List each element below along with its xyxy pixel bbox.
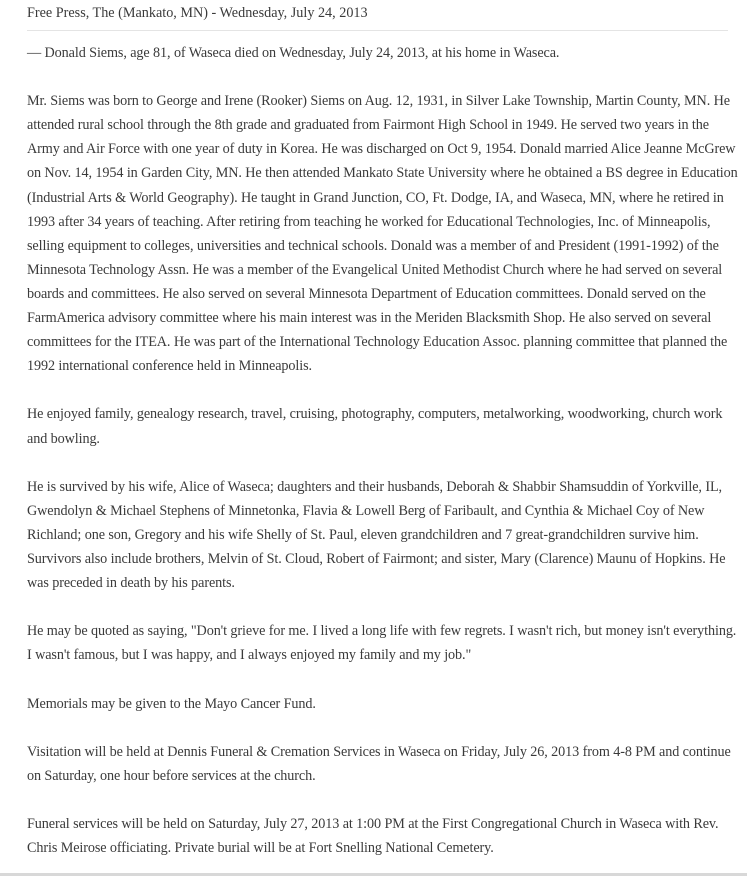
obituary-paragraph-intro: — Donald Siems, age 81, of Waseca died on Wednesday, July 24, 2013, at his home in Waseca. xyxy=(27,45,560,61)
obituary-paragraph-interests: He enjoyed family, genealogy research, travel, cruising, photography, computers, metalworking, woodworking, church work and bowling. xyxy=(27,406,723,447)
obituary-paragraph-quote: He may be quoted as saying, "Don't grieve for me. I lived a long life with few regrets. I wasn't rich, but money isn't everything. I wasn't famous, but I was happy, and I always enjoyed my family and my job." xyxy=(27,623,737,664)
obituary-paragraph-visitation: Visitation will be held at Dennis Funeral & Cremation Services in Waseca on Friday, July 26, 2013 from 4-8 PM and continue on Saturday, one hour before services at the church. xyxy=(27,743,731,784)
obituary-paragraph-memorials: Memorials may be given to the Mayo Cancer Fund. xyxy=(27,695,316,712)
publication-source-line: Free Press, The (Mankato, MN) - Wednesday, July 24, 2013 xyxy=(27,5,368,21)
obituary-paragraph-survivors: He is survived by his wife, Alice of Waseca; daughters and their husbands, Deborah & Shabbir Shamsuddin of Yorkville, IL, Gwendolyn & Michael Stephens of Minnetonka, Flavia & Lowell Berg of Faribault, and Cynthia & Michael Coy of New Richland; one son, Gregory and his wife Shelly of St. Paul, eleven grandchildren and 7 great-grandchildren survive him. Survivors also include brothers, Melvin of St. Cloud, Robert of Fairmont; and sister, Mary (Clarence) Maunu of Hopkins. He was preceded in death by his parents. xyxy=(27,478,726,592)
header-divider xyxy=(27,30,728,31)
obituary-paragraph-funeral: Funeral services will be held on Saturday, July 27, 2013 at 1:00 PM at the First Congregational Church in Waseca with Rev. Chris Meirose officiating. Private burial will be at Fort Snelling National Cemetery. xyxy=(27,816,719,857)
obituary-paragraph-biography: Mr. Siems was born to George and Irene (Rooker) Siems on Aug. 12, 1931, in Silver Lake Township, Martin County, MN. He attended rural school through the 8th grade and graduated from Fairmont High School in 1949. He served two years in the Army and Air Force with one year of duty in Korea. He was discharged on Oct 9, 1954. Donald married Alice Jeanne McGrew on Nov. 14, 1954 in Garden City, MN. He then attended Mankato State University where he obtained a BS degree in Education (Industrial Arts & World Geography). He taught in Grand Junction, CO, Ft. Dodge, IA, and Waseca, MN, where he retired in 1993 after 34 years of teaching. After retiring from teaching he worked for Educational Technologies, Inc. of Minneapolis, selling equipment to colleges, universities and technical schools. Donald was a member of and President (1991-1992) of the Minnesota Technology Assn. He was a member of the Evangelical United Methodist Church where he had served on several boards and committees. He also served on several Minnesota Department of Education committees. Donald served on the FarmAmerica advisory committee where his main interest was in the Meriden Blacksmith Shop. He also served on several committees for the ITEA. He was part of the International Technology Education Assoc. planning committee that planned the 1992 international conference held in Minneapolis. xyxy=(27,93,738,375)
obituary-body xyxy=(27,41,739,884)
